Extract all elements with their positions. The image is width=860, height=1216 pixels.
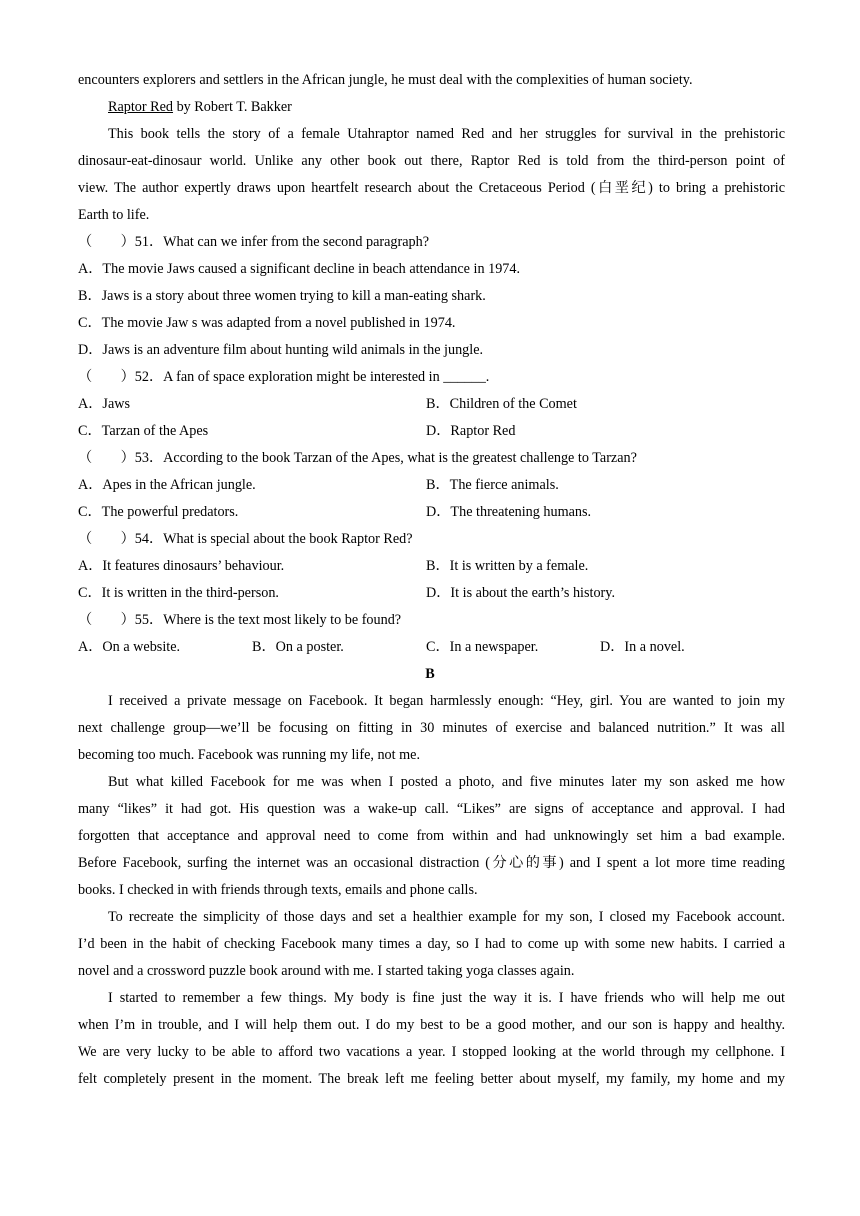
answer-option: D．The threatening humans. [426, 504, 592, 520]
answer-option: B．It is written by a female. [426, 558, 589, 574]
paragraph-line: becoming too much. Facebook was running my life, not me. [78, 747, 421, 763]
paragraph-line: dinosaur-eat-dinosaur world. Unlike any other book out there, Raptor Red is told from the third-person point of [78, 153, 785, 169]
answer-option: B．Jaws is a story about three women trying to kill a man-eating shark. [78, 288, 486, 304]
question-stem: （ ）52．A fan of space exploration might be interested in ______. [78, 369, 490, 385]
answer-option: B．The fierce animals. [426, 477, 559, 493]
paragraph-line: when I’m in trouble, and I will help them out. I do my best to be a good mother, and our son is happy and healthy. [78, 1017, 785, 1033]
paragraph-line: next challenge group—we’ll be focusing on fitting in 30 minutes of exercise and balanced nutrition.” It was all [78, 720, 785, 736]
paragraph-line: We are very lucky to be able to afford two vacations a year. I stopped looking at the world through my cellphone. I [78, 1044, 785, 1060]
paragraph-line: Earth to life. [78, 207, 150, 223]
answer-option: B．Children of the Comet [426, 396, 577, 412]
answer-option: D．Jaws is an adventure film about hunting wild animals in the jungle. [78, 342, 484, 358]
answer-option: A．Apes in the African jungle. [78, 477, 256, 493]
answer-option: A．On a website. [78, 639, 181, 655]
paragraph-line: This book tells the story of a female Utahraptor named Red and her struggles for survival in the prehistoric [108, 126, 785, 142]
book-title: Raptor Red [108, 99, 174, 115]
answer-option: C．Tarzan of the Apes [78, 423, 209, 439]
answer-option: C．In a newspaper. [426, 639, 539, 655]
answer-option: D．Raptor Red [426, 423, 516, 439]
paragraph-line: many “likes” it had got. His question was a wake-up call. “Likes” are signs of acceptance and approval. I had [78, 801, 785, 817]
paragraph-line: But what killed Facebook for me was when I posted a photo, and five minutes later my son asked me how [108, 774, 785, 790]
paragraph-line: felt completely present in the moment. The break left me feeling better about myself, my family, my home and my [78, 1071, 785, 1087]
answer-option: A．It features dinosaurs’ behaviour. [78, 558, 285, 574]
paragraph-line: view. The author expertly draws upon heartfelt research about the Cretaceous Period (白垩纪) to bring a prehistoric [78, 180, 785, 196]
paragraph-line: books. I checked in with friends through texts, emails and phone calls. [78, 882, 478, 898]
question-stem: （ ）55．Where is the text most likely to be found? [78, 612, 402, 628]
book-heading-raptor-red [108, 98, 785, 116]
answer-option: D．It is about the earth’s history. [426, 585, 616, 601]
paragraph-line: I’d been in the habit of checking Facebook many times a day, so I had to come up with some new habits. I carried a [78, 936, 785, 952]
paragraph-line: I received a private message on Facebook. It began harmlessly enough: “Hey, girl. You are wanted to join my [108, 693, 785, 709]
paragraph-line: novel and a crossword puzzle book around with me. I started taking yoga classes again. [78, 963, 575, 979]
answer-option: C．The powerful predators. [78, 504, 239, 520]
answer-option: A．The movie Jaws caused a significant decline in beach attendance in 1974. [78, 261, 521, 277]
paragraph-line: forgotten that acceptance and approval need to come from within and had unknowingly set him a bad example. [78, 828, 785, 844]
question-stem: （ ）53．According to the book Tarzan of the Apes, what is the greatest challenge to Tarzan? [78, 450, 637, 466]
answer-option: C．The movie Jaw s was adapted from a novel published in 1974. [78, 315, 456, 331]
answer-option: B．On a poster. [252, 639, 344, 655]
question-stem: （ ）54．What is special about the book Raptor Red? [78, 531, 413, 547]
answer-option: D．In a novel. [600, 639, 685, 655]
passage-lead-line: encounters explorers and settlers in the African jungle, he must deal with the complexities of human society. [78, 72, 693, 88]
section-heading: B [425, 666, 435, 682]
answer-option: C．It is written in the third-person. [78, 585, 279, 601]
paragraph-line: Before Facebook, surfing the internet was an occasional distraction (分心的事) and I spent a lot more time reading [78, 855, 785, 871]
paragraph-line: I started to remember a few things. My body is fine just the way it is. I have friends who will help me out [108, 990, 785, 1006]
paragraph-line: To recreate the simplicity of those days and set a healthier example for my son, I closed my Facebook account. [108, 909, 785, 925]
question-stem: （ ）51．What can we infer from the second paragraph? [78, 234, 430, 250]
book-author: by Robert T. Bakker [173, 99, 292, 115]
answer-option: A．Jaws [78, 396, 131, 412]
